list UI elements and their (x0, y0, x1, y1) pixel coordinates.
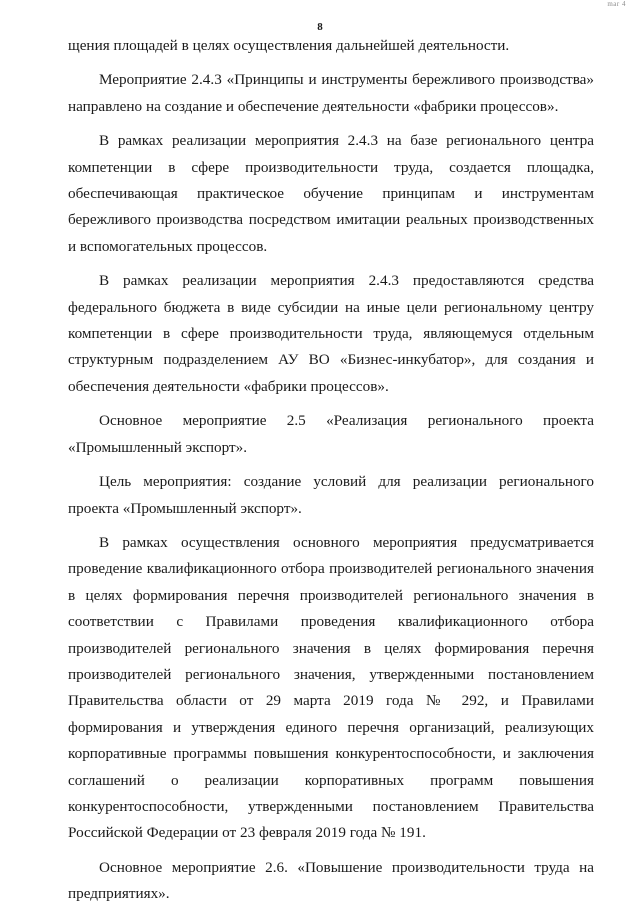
paragraph-federal-funding: В рамках реализации мероприятия 2.4.3 предоставляются средства федерального бюджета в виде субсидии на иные цели региональному центру компетенции в сфере производительности труда, являющемуся отдельным структурным подразделением АУ ВО «Бизнес-инкубатор», для создания и обеспечения деятельности «фабрики процессов». (68, 272, 594, 395)
paragraph-qualification-selection: В рамках осуществления основного мероприятия предусматривается проведение квалификационного отбора производителей регионального значения в целях формирования перечня производителей регионального значения в соответствии с Правилами проведения квалификационного отбора производителей регионального значения в целях формирования перечня производителей регионального значения, утвержденными постановлением Правительства области от 29 марта 2019 года № 292, и Правилами формирования и утверждения единого перечня организаций, реализующих корпоративные программы повышения конкурентоспособности, и заключения соглашений о реализации корпоративных программ повышения конкурентоспособности, утвержденными постановлением Правительства Российской Федерации от 23 февраля 2019 года № 191. (68, 533, 594, 842)
page-number: 8 (317, 21, 323, 33)
corner-mark: mar 4 (607, 0, 626, 8)
paragraph-measure-2-5: Основное мероприятие 2.5 «Реализация регионального проекта «Промышленный экспорт». (68, 412, 594, 456)
document-body (68, 33, 594, 908)
paragraph-continuation: щения площадей в целях осуществления дальнейшей деятельности. (68, 37, 510, 54)
paragraph-measure-2-6: Основное мероприятие 2.6. «Повышение производительности труда на предприятиях». (68, 858, 594, 903)
paragraph-measure-goal: Цель мероприятия: создание условий для реализации регионального проекта «Промышленный экспорт». (68, 473, 594, 517)
paragraph-measure-2-4-3: Мероприятие 2.4.3 «Принципы и инструменты бережливого производства» направлено на создание и обеспечение деятельности «фабрики процессов». (68, 71, 594, 115)
paragraph-training-platform: В рамках реализации мероприятия 2.4.3 на базе регионального центра компетенции в сфере производительности труда, создается площадка, обеспечивающая практическое обучение принципам и инструментам бережливого производства посредством имитации реальных производственных и вспомогательных процессов. (68, 132, 594, 255)
